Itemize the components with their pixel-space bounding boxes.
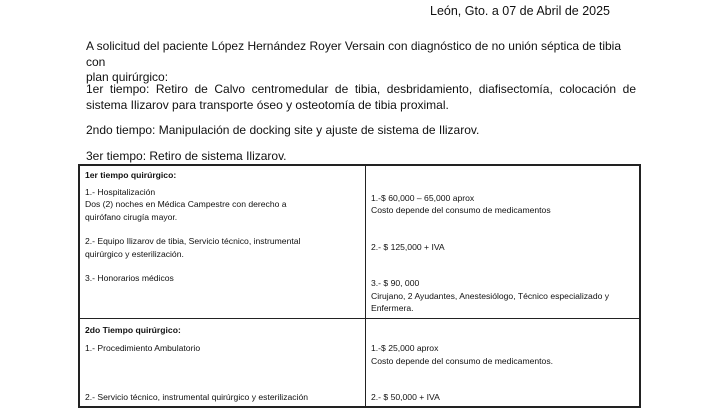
stage1-item2-cost: 2.- $ 125,000 + IVA: [371, 241, 445, 252]
stage2-item2-desc: 2.- Servicio técnico, instrumental quirúrgico y esterilización: [85, 391, 309, 402]
intro-paragraph: [86, 39, 636, 86]
table-row: [79, 165, 640, 318]
stage1-item1-title: 1.- Hospitalización: [85, 186, 156, 197]
second-stage-paragraph: 2ndo tiempo: Manipulación de docking site y ajuste de sistema de Ilizarov.: [86, 123, 480, 137]
first-stage-paragraph: [86, 82, 636, 113]
stage2-title: 2do Tiempo quirúrgico:: [85, 324, 181, 335]
stage1-left-cell: [79, 165, 366, 318]
stage1-item1-note: Costo depende del consumo de medicamentos: [371, 205, 551, 215]
stage1-item1-desc-1: Dos (2) noches en Médica Campestre con derecho a: [85, 199, 287, 209]
intro-line-2: plan quirúrgico:: [86, 70, 169, 84]
stage2-right-cell: [366, 318, 641, 407]
stage2-item1-note: Costo depende del consumo de medicamentos.: [371, 355, 554, 366]
stage1-item2-desc-1: 2.- Equipo Ilizarov de tibia, Servicio técnico, instrumental: [85, 236, 301, 246]
stage2-item2-cost: 2.- $ 50,000 + IVA: [371, 391, 440, 402]
stage1-item2-desc-2: quirúrgico y esterilización.: [85, 248, 184, 259]
stage1-item3-note-1: Cirujano, 2 Ayudantes, Anestesiólogo, Técnico especializado y: [371, 290, 610, 301]
stage1-item1-desc-2: quirófano cirugía mayor.: [85, 211, 178, 222]
document-date: León, Gto. a 07 de Abril de 2025: [430, 4, 610, 18]
first-stage-line-1: 1er tiempo: Retiro de Calvo centromedular de tibia, desbridamiento, diafisectomía, colocación de: [86, 82, 636, 96]
intro-line-1: A solicitud del paciente López Hernández Royer Versain con diagnóstico de no unión séptica de tibia con: [86, 39, 622, 69]
cost-table: [78, 164, 641, 408]
stage1-right-cell: [366, 165, 641, 318]
table-row: [79, 318, 640, 407]
first-stage-line-2: sistema Ilizarov para transporte óseo y osteotomía de tibia proximal.: [86, 97, 449, 112]
stage1-title: 1er tiempo quirúrgico:: [85, 170, 177, 180]
stage2-item1-desc: 1.- Procedimiento Ambulatorio: [85, 343, 201, 353]
stage1-item1-cost: 1.-$ 60,000 – 65,000 aprox: [371, 192, 475, 203]
stage2-left-cell: [79, 318, 366, 407]
stage2-item1-cost: 1.-$ 25,000 aprox: [371, 343, 439, 353]
stage1-item3-desc: 3.- Honorarios médicos: [85, 273, 174, 283]
stage1-item3-note-2: Enfermera.: [371, 303, 414, 313]
third-stage-paragraph: 3er tiempo: Retiro de sistema Ilizarov.: [86, 149, 287, 163]
stage1-item3-cost: 3.- $ 90, 000: [371, 278, 420, 288]
